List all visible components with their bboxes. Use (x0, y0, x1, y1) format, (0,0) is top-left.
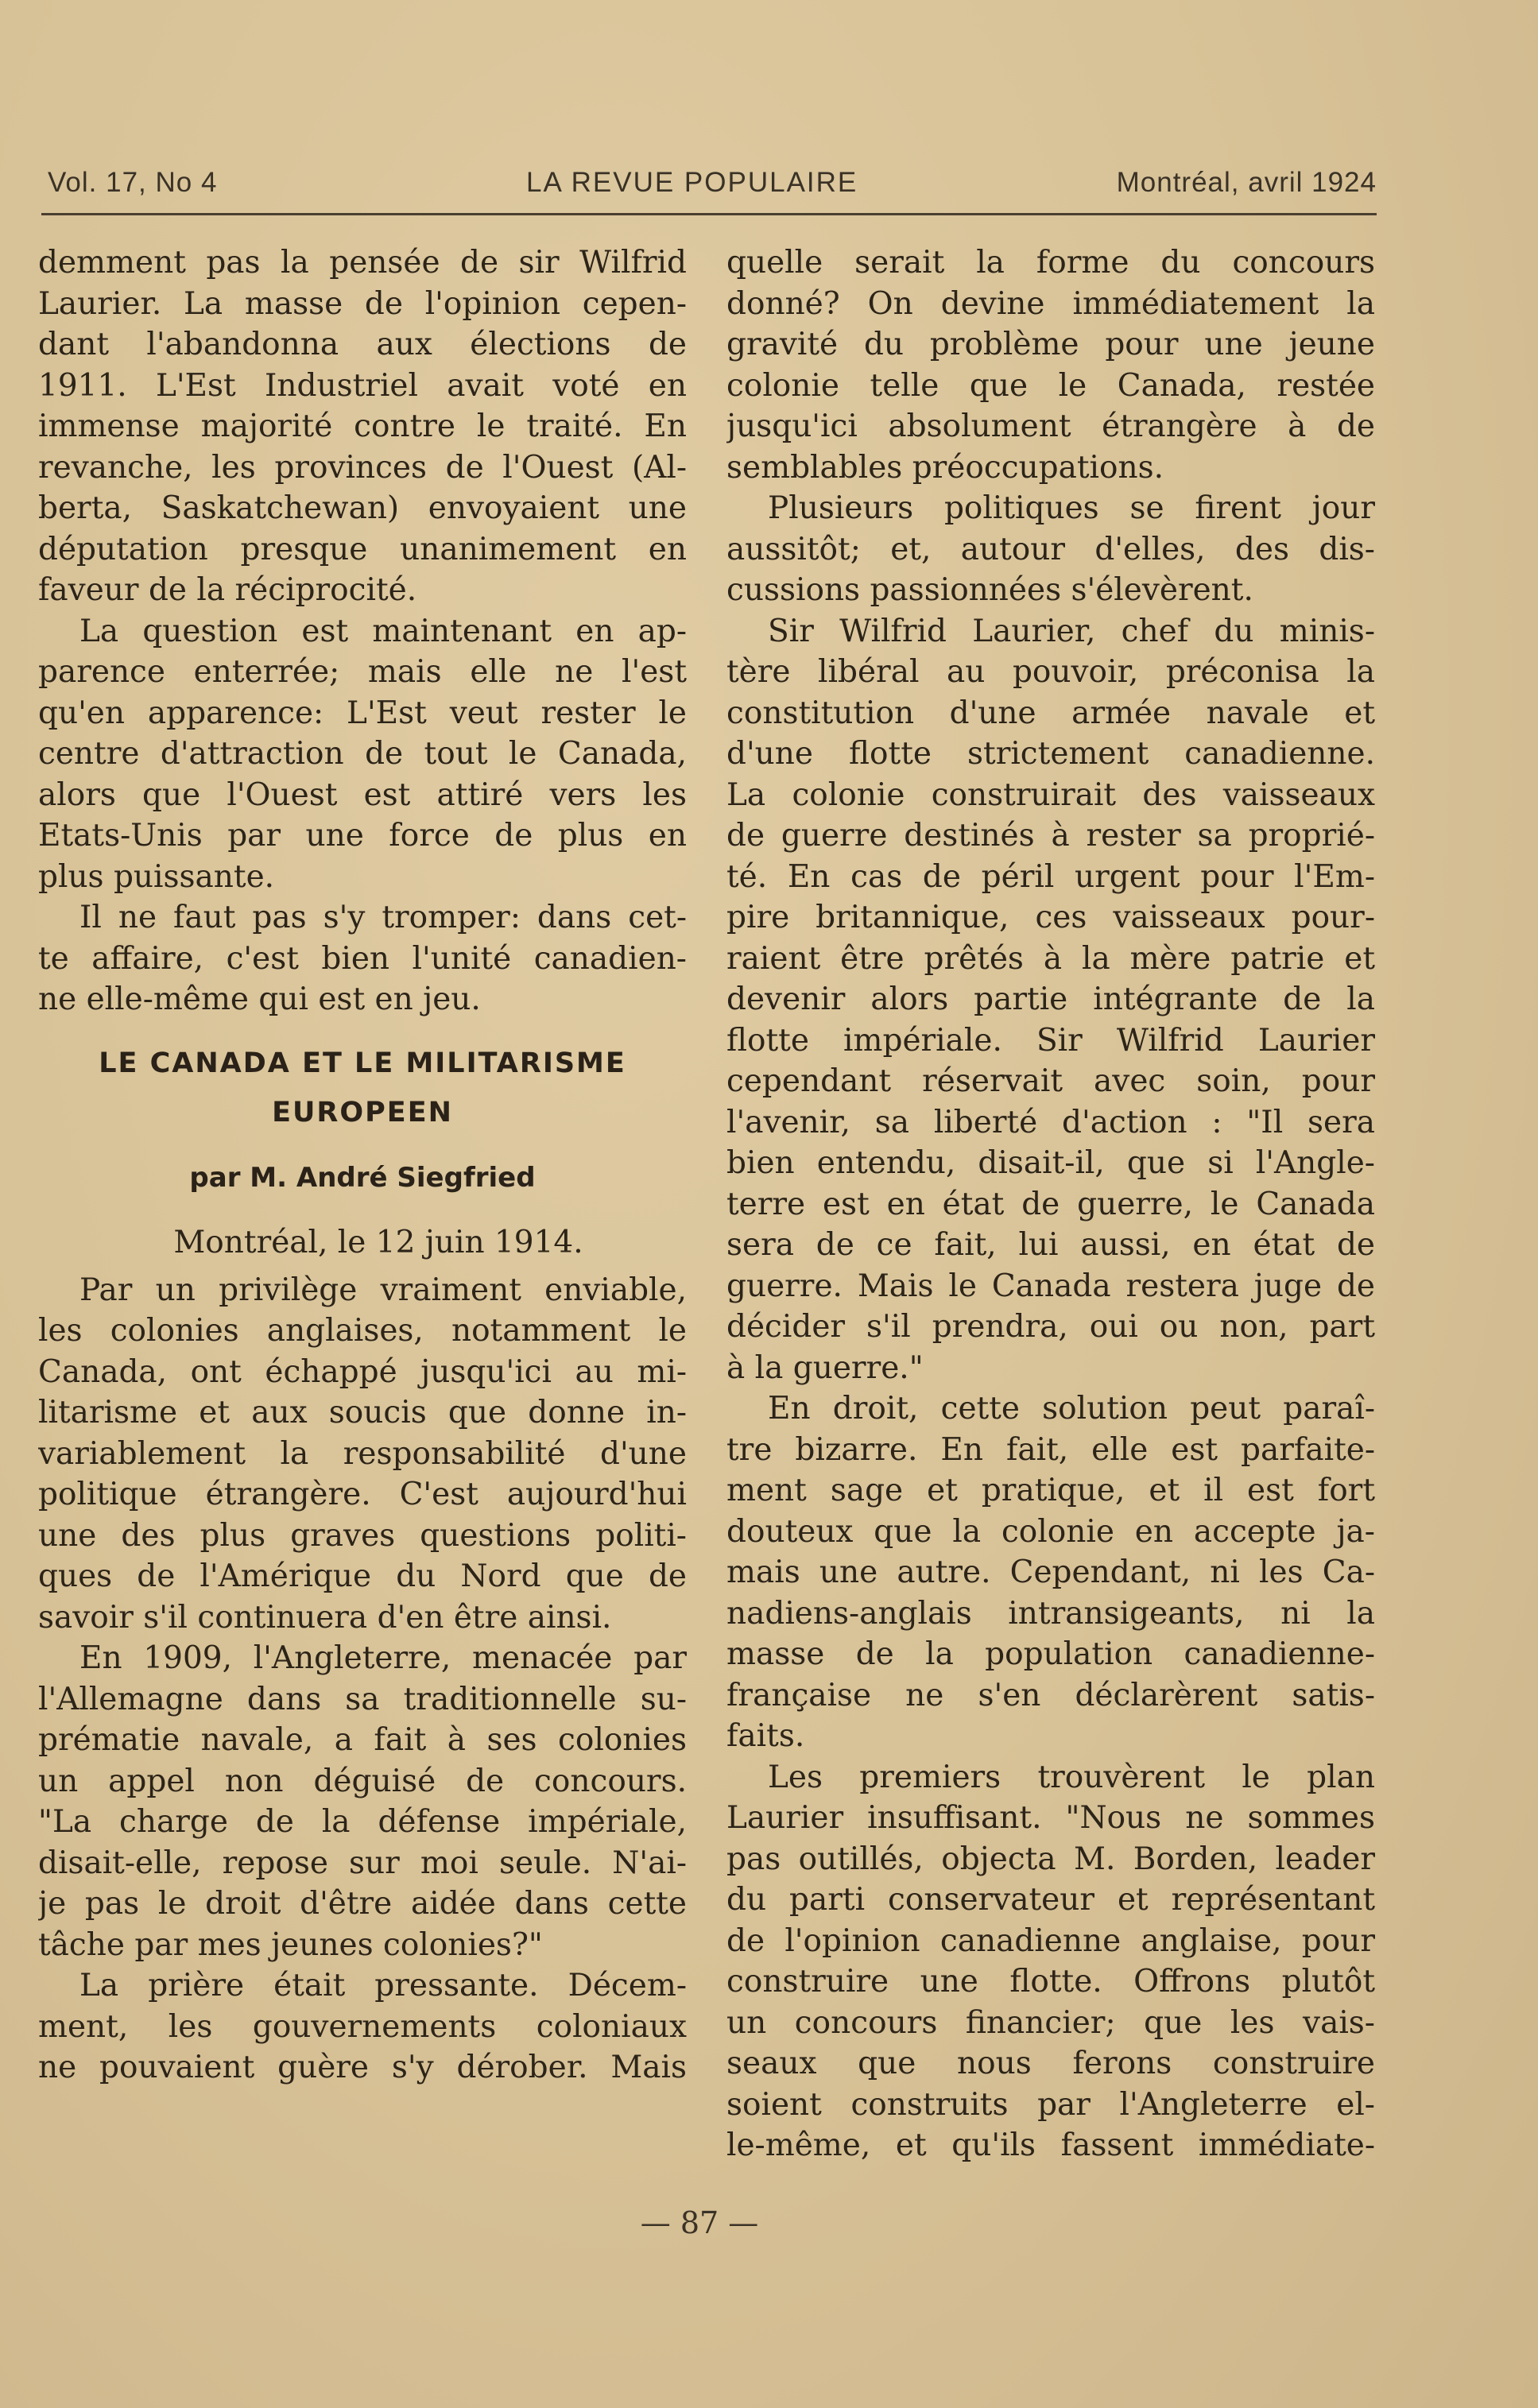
text-line: Il ne faut pas s'y tromper: dans cet- (79, 900, 687, 935)
text-line: immense majorité contre le traité. En (38, 408, 687, 444)
text-line: nadiens-anglais intransigeants, ni la (726, 1595, 1375, 1632)
text-line: colonie telle que le Canada, restée (726, 367, 1375, 404)
text-line: de l'opinion canadienne anglaise, pour (726, 1922, 1375, 1959)
text-line: revanche, les provinces de l'Ouest (Al- (38, 449, 687, 486)
text-line: 1911. L'Est Industriel avait voté en (38, 367, 687, 404)
text-line: d'une flotte strictement canadienne. (726, 736, 1375, 772)
text-line: centre d'attraction de tout le Canada, (38, 736, 687, 772)
paragraph (38, 242, 687, 611)
page-header (41, 164, 1377, 208)
text-line: seaux que nous ferons construire (726, 2046, 1375, 2081)
text-line: donné? On devine immédiatement la (726, 285, 1375, 322)
text-line: l'avenir, sa liberté d'action : "Il sera (726, 1104, 1375, 1140)
text-line: sera de ce fait, lui aussi, en état de (726, 1227, 1375, 1263)
text-line: les colonies anglaises, notamment le (38, 1313, 687, 1349)
header-rule (41, 213, 1377, 215)
paragraph (38, 1965, 687, 2089)
text-line: Sir Wilfrid Laurier, chef du minis- (768, 613, 1375, 649)
text-line: le-même, et qu'ils fassent immédiate- (726, 2127, 1375, 2163)
text-line: raient être prêtés à la mère patrie et (726, 940, 1375, 977)
text-line: La prière était pressante. Décem- (79, 1968, 687, 2003)
text-line: ne elle-même qui est en jeu. (38, 981, 481, 1017)
text-line: douteux que la colonie en accepte ja- (726, 1513, 1375, 1550)
text-line: devenir alors partie intégrante de la (726, 981, 1375, 1017)
text-line: dant l'abandonna aux élections de (38, 327, 687, 362)
page-number: — 87 — (640, 2205, 759, 2240)
text-line: tère libéral au pouvoir, préconisa la (726, 654, 1375, 690)
text-line: alors que l'Ouest est attiré vers les (38, 776, 687, 813)
paragraph (726, 488, 1375, 611)
text-line: décider s'il prendra, oui ou non, part (726, 1309, 1375, 1345)
text-line: ment, les gouvernements coloniaux (38, 2008, 687, 2045)
text-line: litarisme et aux soucis que donne in- (38, 1395, 687, 1430)
text-line: ment sage et pratique, et il est fort (726, 1473, 1375, 1508)
right-column (726, 242, 1375, 2166)
text-line: soient construits par l'Angleterre el- (726, 2086, 1375, 2123)
text-line: pire britannique, ces vaisseaux pour- (726, 900, 1375, 935)
text-line: tre bizarre. En fait, elle est parfaite- (726, 1431, 1375, 1468)
text-line: française ne s'en déclarèrent satis- (726, 1677, 1375, 1713)
text-line: Plusieurs politiques se firent jour (768, 490, 1375, 526)
text-line: quelle serait la forme du concours (726, 245, 1375, 281)
text-line: disait-elle, repose sur moi seule. N'ai- (38, 1845, 687, 1881)
text-line: La colonie construirait des vaisseaux (726, 776, 1375, 813)
text-line: une des plus graves questions politi- (38, 1517, 687, 1554)
article-byline: par M. André Siegfried (189, 1161, 536, 1194)
text-line: constitution d'une armée navale et (726, 695, 1375, 731)
text-line: flotte impériale. Sir Wilfrid Laurier (726, 1022, 1375, 1059)
text-line: ques de l'Amérique du Nord que de (38, 1558, 687, 1594)
text-line: terre est en état de guerre, le Canada (726, 1186, 1375, 1222)
paragraph (38, 611, 687, 898)
text-line: construire une flotte. Offrons plutôt (726, 1964, 1375, 2000)
paragraph (726, 242, 1375, 488)
text-line: semblables préoccupations. (726, 449, 1164, 486)
text-line: guerre. Mais le Canada restera juge de (726, 1268, 1375, 1304)
text-line: te affaire, c'est bien l'unité canadien- (38, 940, 687, 977)
text-line: Les premiers trouvèrent le plan (768, 1759, 1375, 1795)
text-line: à la guerre." (726, 1349, 924, 1386)
text-line: un appel non déguisé de concours. (38, 1763, 687, 1799)
paragraph (726, 1757, 1375, 2166)
text-line: La question est maintenant en ap- (79, 613, 687, 649)
left-column (38, 242, 687, 2089)
text-line: masse de la population canadienne- (726, 1636, 1375, 1672)
text-line: Etats-Unis par une force de plus en (38, 818, 687, 854)
text-line: pas outillés, objecta M. Borden, leader (726, 1841, 1375, 1877)
text-line: Laurier. La masse de l'opinion cepen- (38, 285, 687, 322)
text-line: de guerre destinés à rester sa proprié- (726, 818, 1375, 854)
publication-title: LA REVUE POPULAIRE (526, 167, 858, 198)
text-line: faveur de la réciprocité. (38, 572, 417, 608)
article-dateline: Montréal, le 12 juin 1914. (173, 1224, 583, 1260)
issue-date: Montréal, avril 1924 (1116, 167, 1377, 198)
article-heading: LE CANADA ET LE MILITARISME (99, 1047, 626, 1079)
text-line: qu'en apparence: L'Est veut rester le (38, 695, 687, 731)
text-line: aussitôt; et, autour d'elles, des dis- (726, 531, 1375, 567)
text-line: savoir s'il continuera d'en être ainsi. (38, 1599, 612, 1636)
text-line: députation presque unanimement en (38, 531, 687, 567)
text-line: l'Allemagne dans sa traditionnelle su- (38, 1681, 687, 1717)
paragraph (38, 897, 687, 1020)
text-line: té. En cas de péril urgent pour l'Em- (726, 858, 1375, 895)
paragraph (726, 611, 1375, 1389)
text-line: plus puissante. (38, 858, 275, 895)
text-line: En 1909, l'Angleterre, menacée par (79, 1640, 687, 1676)
text-line: bien entendu, disait-il, que si l'Angle- (726, 1145, 1375, 1181)
text-line: jusqu'ici absolument étrangère à de (726, 408, 1375, 444)
text-line: politique étrangère. C'est aujourd'hui (38, 1477, 687, 1512)
text-line: prématie navale, a fait à ses colonies (38, 1722, 687, 1758)
text-line: tâche par mes jeunes colonies?" (38, 1926, 543, 1963)
text-line: variablement la responsabilité d'une (38, 1435, 687, 1472)
text-line: cependant réservait avec soin, pour (726, 1063, 1375, 1099)
text-line: je pas le droit d'être aidée dans cette (38, 1886, 687, 1922)
paragraph (726, 1388, 1375, 1757)
text-line: Canada, ont échappé jusqu'ici au mi- (38, 1353, 687, 1390)
text-line: En droit, cette solution peut paraî- (768, 1391, 1375, 1427)
text-line: parence enterrée; mais elle ne l'est (38, 654, 687, 690)
paragraph (38, 1270, 687, 1639)
text-line: faits. (726, 1718, 805, 1754)
paragraph (38, 1638, 687, 1965)
text-line: du parti conservateur et représentant (726, 1882, 1375, 1918)
text-line: demment pas la pensée de sir Wilfrid (38, 245, 687, 281)
text-line: Par un privilège vraiment enviable, (79, 1272, 687, 1308)
text-line: mais une autre. Cependant, ni les Ca- (726, 1554, 1375, 1590)
text-line: Laurier insuffisant. "Nous ne sommes (726, 1800, 1375, 1836)
text-line: ne pouvaient guère s'y dérober. Mais (38, 2050, 687, 2085)
text-line: cussions passionnées s'élevèrent. (726, 572, 1253, 608)
text-line: gravité du problème pour une jeune (726, 327, 1375, 362)
article-heading-continued: EUROPEEN (272, 1096, 453, 1129)
text-line: un concours financier; que les vais- (726, 2004, 1375, 2041)
text-line: "La charge de la défense impériale, (38, 1804, 687, 1840)
volume-label: Vol. 17, No 4 (48, 167, 218, 198)
text-line: berta, Saskatchewan) envoyaient une (38, 490, 687, 526)
